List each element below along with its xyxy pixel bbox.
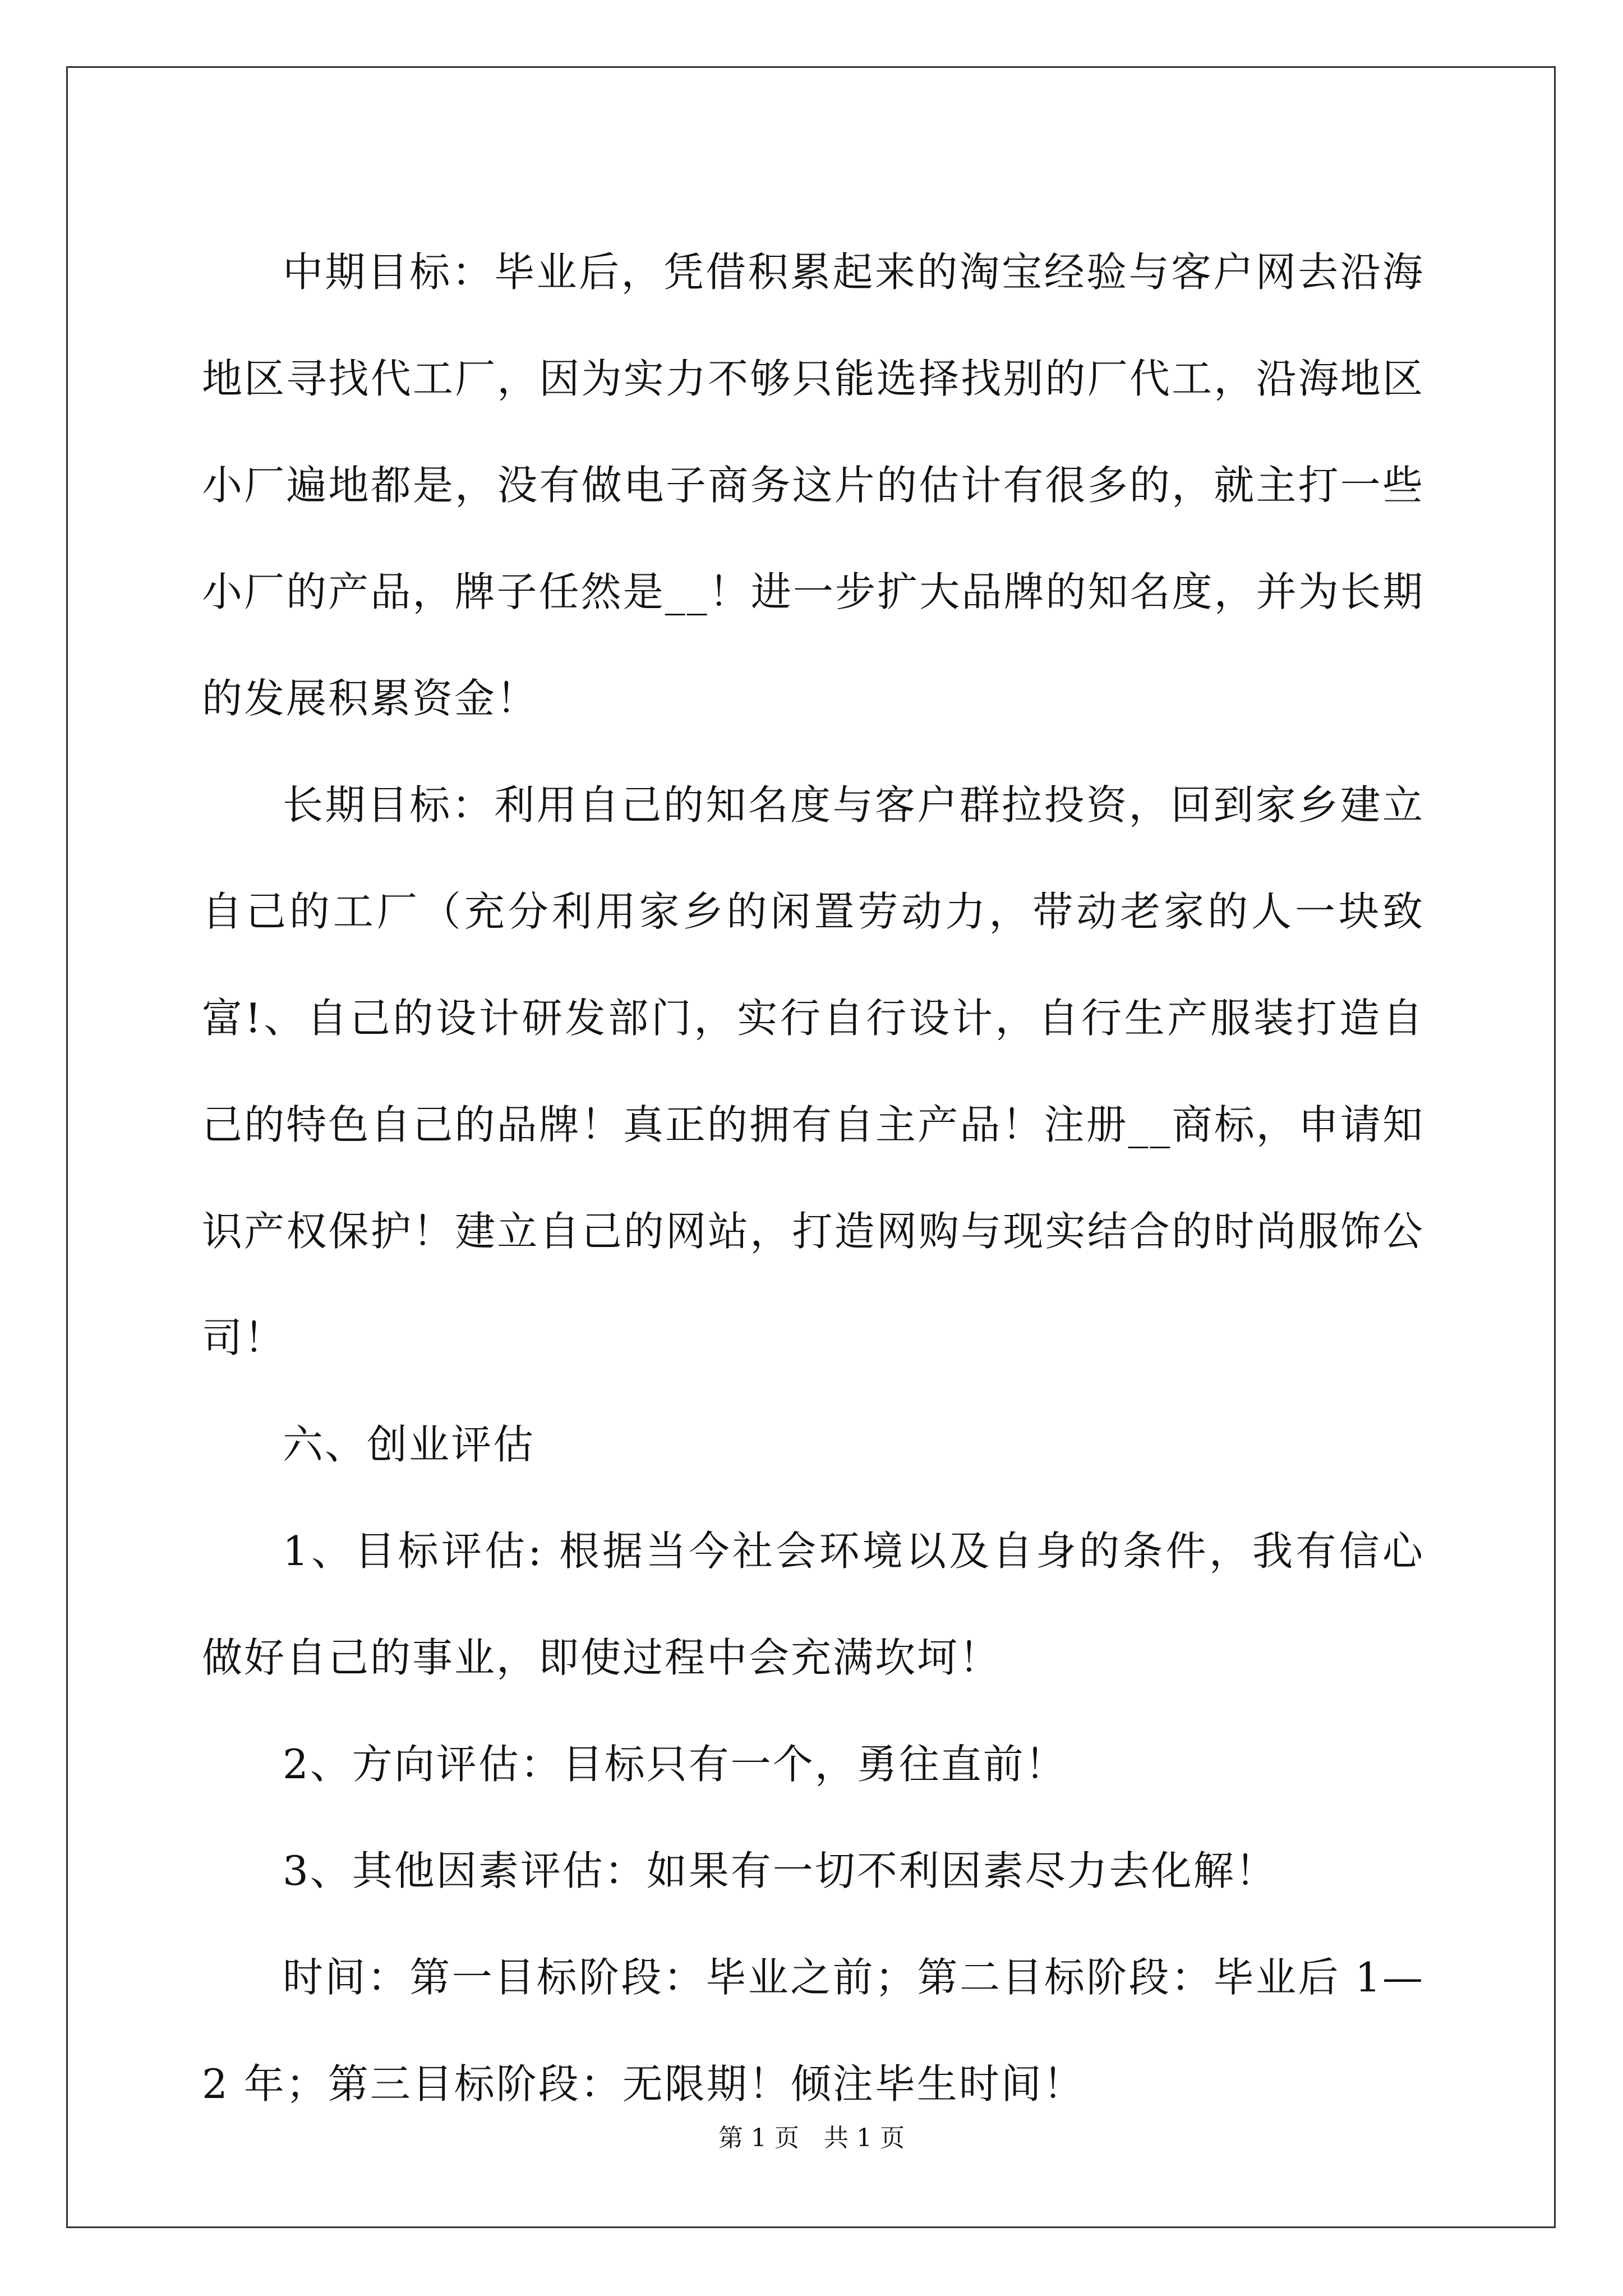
section-heading-evaluation: 六、创业评估 — [283, 1421, 536, 1468]
paragraph-mid-term-goal: 中期目标：毕业后，凭借积累起来的淘宝经验与客户网去沿海地区寻找代工厂，因为实力不够只能选择找别的厂代工，沿海地区小厂遍地都是，没有做电子商务这片的估计有很多的，就主打一些小厂的产品，牌子任然是__！进一步扩大品牌的知名度，并为长期的发展积累资金！ — [202, 249, 1424, 722]
page-number: 第 1 页 共 1 页 — [718, 2124, 905, 2152]
paragraph-timeline: 时间：第一目标阶段：毕业之前；第二目标阶段：毕业后 1—2 年；第三目标阶段：无限期！倾注毕生时间！ — [202, 1954, 1424, 2108]
paragraph-other-factors: 3、其他因素评估：如果有一切不利因素尽力去化解！ — [283, 1847, 1278, 1894]
document-body — [202, 219, 1424, 2137]
paragraph-goal-evaluation: 1、目标评估: 根据当今社会环境以及自身的条件，我有信心做好自己的事业，即使过程中会充满坎坷！ — [202, 1527, 1424, 1681]
paragraph-long-term-goal: 长期目标：利用自己的知名度与客户群拉投资，回到家乡建立自己的工厂（充分利用家乡的闲置劳动力，带动老家的人一块致富!、自己的设计研发部门，实行自行设计，自行生产服装打造自己的特色自己的品牌！真正的拥有自主产品！注册__商标，申请知识产权保护！建立自己的网站，打造网购与现实结合的时尚服饰公司！ — [202, 781, 1424, 1361]
paragraph-direction-evaluation: 2、方向评估：目标只有一个，勇往直前！ — [283, 1741, 1067, 1788]
